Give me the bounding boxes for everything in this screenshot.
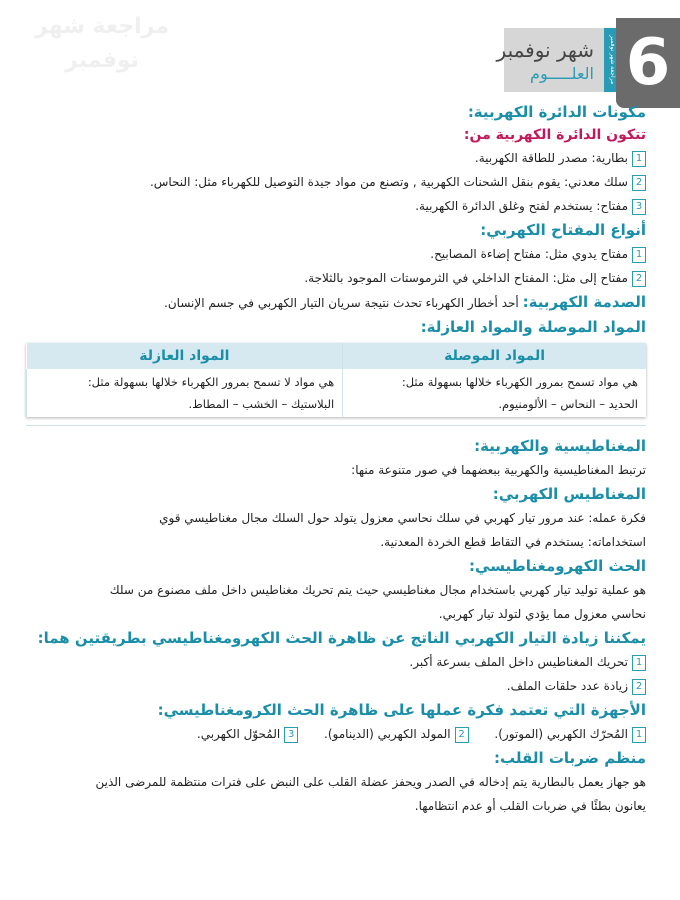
list-text: مفتاح: يستخدم لفتح وغلق الدائرة الكهربية. [415, 199, 628, 213]
electromagnet-uses: استخداماته: يستخدم في التقاط قطع الخردة المعدنية. [380, 535, 646, 549]
list-text: مفتاح يدوي مثل: مفتاح إضاءة المصابيح. [430, 247, 628, 261]
insulators-line-1: هي مواد لا تسمح بمرور الكهرباء خلالها بسهولة مثل: [87, 375, 335, 389]
header-subject: العلـــــوم [530, 64, 594, 83]
magnetism-text: ترتبط المغناطيسية والكهربية ببعضهما في صور متنوعة منها: [351, 463, 646, 477]
induction-line-2: نحاسي معزول مما يؤدي لتولد تيار كهربي. [438, 607, 646, 621]
list-text: المولد الكهربي (الدينامو). [324, 727, 451, 741]
watermark-line-1: مراجعة شهر [35, 14, 169, 39]
pacemaker-line-1: هو جهاز يعمل بالبطارية يتم إدخاله في الصدر ويحفز عضلة القلب على النبض على فترات منتظمة للمرضى الذين [95, 775, 646, 789]
devices-list [26, 722, 646, 746]
num-badge: 2 [455, 727, 469, 743]
pacemaker-title: منظم ضربات القلب: [494, 749, 646, 767]
materials-title: المواد الموصلة والمواد العازلة: [420, 318, 646, 336]
list-item [324, 727, 469, 741]
list-item [26, 146, 646, 170]
list-item [26, 650, 646, 674]
list-item [26, 674, 646, 698]
list-text: زيادة عدد حلقات الملف. [506, 679, 628, 693]
watermark [22, 10, 182, 78]
list-text: المُحرّك الكهربي (الموتور). [494, 727, 628, 741]
section2-title: أنواع المفتاح الكهربي: [480, 221, 646, 239]
num-badge: 1 [632, 727, 646, 743]
induction-title: الحث الكهرومغناطيسي: [469, 557, 646, 575]
conductors-header: المواد الموصلة [343, 343, 646, 369]
conductors-cell [343, 369, 646, 417]
section1-subtitle: تتكون الدائرة الكهربية من: [463, 127, 646, 143]
list-text: تحريك المغناطيس داخل الملف بسرعة أكبر. [409, 655, 628, 669]
list-item [197, 727, 298, 741]
content [26, 100, 646, 818]
list-item [26, 170, 646, 194]
header-band-text: مراجعة شهر نوفمبر [609, 35, 616, 85]
insulators-header: المواد العازلة [27, 343, 343, 369]
list-item [26, 242, 646, 266]
electromagnet-title: المغناطيس الكهربي: [492, 485, 646, 503]
devices-title: الأجهزة التي تعتمد فكرة عملها على ظاهرة الحث الكرومغناطيسي: [157, 701, 646, 719]
num-badge: 1 [632, 247, 646, 263]
shock-term: الصدمة الكهربية: [522, 293, 646, 311]
num-badge: 2 [632, 679, 646, 695]
shock-text: أحد أخطار الكهرباء تحدث نتيجة سريان التيار الكهربي في جسم الإنسان. [164, 296, 519, 310]
list-text: سلك معدني: يقوم بنقل الشحنات الكهربية , وتصنع من مواد جيدة التوصيل للكهرباء مثل: النحاس. [149, 175, 628, 189]
list-item [26, 194, 646, 218]
num-badge: 2 [632, 175, 646, 191]
num-badge: 3 [284, 727, 298, 743]
conductors-line-1: هي مواد تسمح بمرور الكهرباء خلالها بسهولة مثل: [401, 375, 638, 389]
shock-definition [26, 290, 646, 315]
num-badge: 1 [632, 151, 646, 167]
insulators-line-2: البلاستيك – الخشب – المطاط. [188, 397, 335, 411]
section1-title: مكونات الدائرة الكهربية: [467, 103, 646, 121]
conductors-line-2: الحديد – النحاس – الألومنيوم. [498, 397, 638, 411]
list-text: المُحوّل الكهربي. [196, 727, 281, 741]
electromagnet-idea: فكرة عمله: عند مرور تيار كهربي في سلك نحاسي معزول يتولد حول السلك مجال مغناطيسي قوي [159, 511, 646, 525]
induction-line-1: هو عملية توليد تيار كهربي باستخدام مجال مغناطيسي حيث يتم تحريك مغناطيس داخل ملف مصنوع من سلك [109, 583, 646, 597]
pacemaker-line-2: يعانون بطئًا في ضربات القلب أو عدم انتظامها. [414, 799, 646, 813]
insulators-cell [27, 369, 343, 417]
divider [26, 425, 646, 426]
magnetism-title: المغناطيسية والكهربية: [474, 437, 646, 455]
num-badge: 3 [632, 199, 646, 215]
list-text: مفتاح إلى مثل: المفتاح الداخلي في الثرموستات الموجود بالثلاجة. [304, 271, 628, 285]
list-item [494, 727, 646, 741]
num-badge: 1 [632, 655, 646, 671]
list-text: بطارية: مصدر للطاقة الكهربية. [474, 151, 628, 165]
materials-table [26, 343, 646, 417]
list-item [26, 266, 646, 290]
watermark-line-2: نوفمبر [65, 48, 139, 73]
num-badge: 2 [632, 271, 646, 287]
unit-number: 6 [616, 18, 680, 108]
increase-title: يمكننا زيادة التيار الكهربي الناتج عن ظاهرة الحث الكهرومغناطيسي بطريقتين هما: [37, 629, 646, 647]
header-month: شهر نوفمبر [496, 38, 594, 62]
